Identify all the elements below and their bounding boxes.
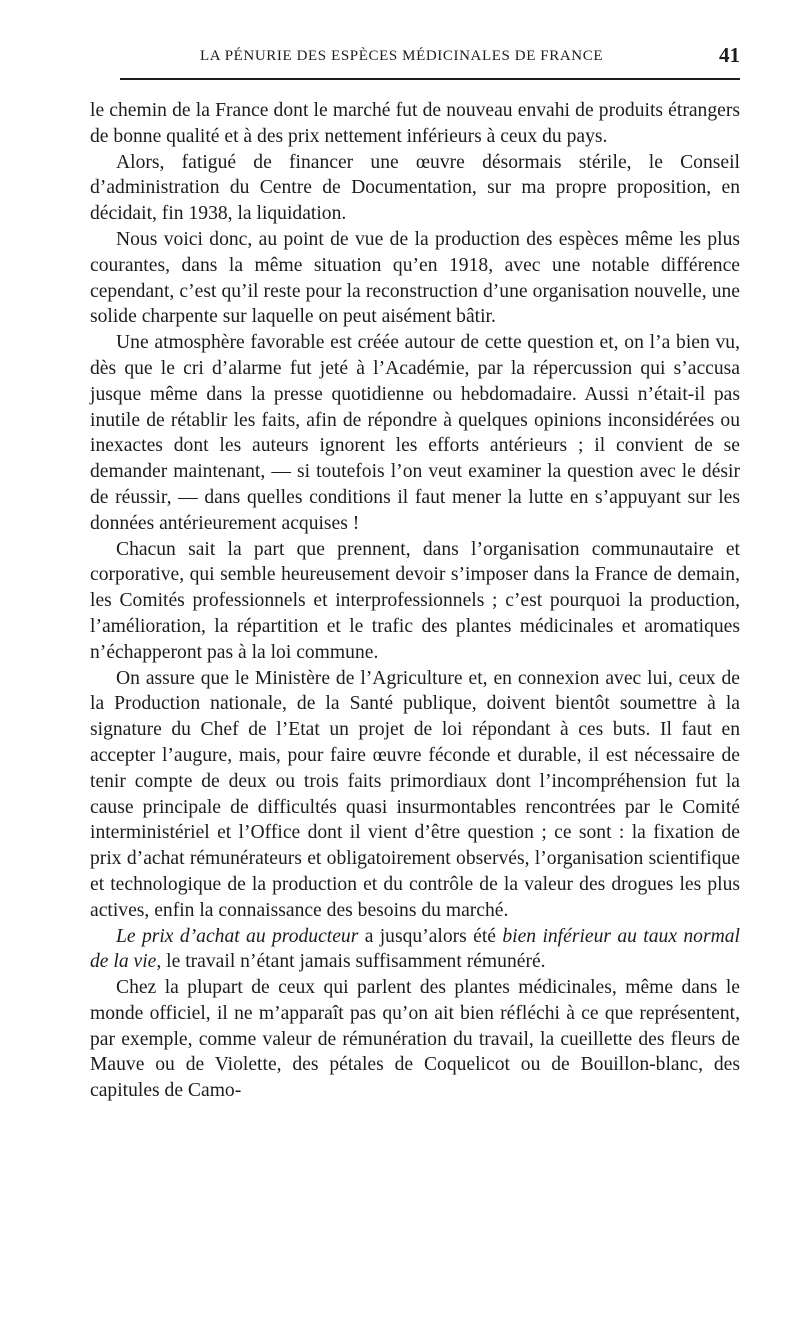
emphasis-taux-normal: bien inférieur au taux normal de la vie: [90, 925, 740, 973]
body-text: [90, 98, 740, 1104]
paragraph-7-text-2: , le travail n’étant jamais suffisamment rémunéré.: [156, 951, 546, 973]
running-head: [120, 43, 740, 73]
paragraph-6: On assure que le Ministère de l’Agriculture et, en connexion avec lui, ceux de la Production nationale, de la Santé publique, doivent bientôt soumettre à la signature du Chef de l’Etat un projet de loi répondant à ces buts. Il faut en accepter l’augure, mais, pour faire œuvre féconde et durable, il est nécessaire de tenir compte de deux ou trois faits primordiaux dont l’incompréhension fut la cause principale de difficultés quasi insurmontables rencontrées par le Comité interministériel et l’Office dont il vient d’être question ; ce sont : la fixation de prix d’achat rémunérateurs et obligatoirement observés, l’organisation scientifique et technologique de la production et du contrôle de la valeur des drogues les plus actives, enfin la connaissance des besoins du marché.: [90, 667, 740, 921]
paragraph-7-text-1: a jusqu’alors été: [358, 925, 503, 947]
page-number: 41: [719, 43, 740, 67]
header-rule: [120, 78, 740, 80]
paragraph-2: Alors, fatigué de financer une œuvre désormais stérile, le Conseil d’administration du Centre de Documentation, sur ma propre proposition, en décidait, fin 1938, la liquidation.: [90, 151, 740, 225]
running-head-title: LA PÉNURIE DES ESPÈCES MÉDICINALES DE FRANCE: [200, 48, 604, 64]
paragraph-3: Nous voici donc, au point de vue de la production des espèces même les plus courantes, dans la même situation qu’en 1918, avec une notable différence cependant, c’est qu’il reste pour la reconstruction d’une organisation nouvelle, une solide charpente sur laquelle on peut aisément bâtir.: [90, 228, 740, 328]
paragraph-4: Une atmosphère favorable est créée autour de cette question et, on l’a bien vu, dès que le cri d’alarme fut jeté à l’Académie, par la répercussion qui s’accusa jusque même dans la presse quotidienne ou hebdomadaire. Aussi n’était-il pas inutile de rétablir les faits, afin de répondre à quelques opinions inconsidérées ou inexactes dont les auteurs ignorent les efforts antérieurs ; il convient de se demander maintenant, — si toutefois l’on veut examiner la question avec le désir de réussir, — dans quelles conditions il faut mener la lutte en s’appuyant sur les données antérieurement acquises !: [90, 332, 740, 534]
paragraph-7: [90, 924, 740, 976]
paragraph-1: le chemin de la France dont le marché fut de nouveau envahi de produits étrangers de bonne qualité et à des prix nettement inférieurs à ceux du pays.: [90, 100, 740, 147]
paragraph-8: Chez la plupart de ceux qui parlent des plantes médicinales, même dans le monde officiel, il ne m’apparaît pas qu’on ait bien réfléchi à ce que représentent, par exemple, comme valeur de rémunération du travail, la cueillette des fleurs de Mauve ou de Violette, des pétales de Coquelicot ou de Bouillon-blanc, des capitules de Camo-: [90, 977, 740, 1102]
paragraph-5: Chacun sait la part que prennent, dans l’organisation communautaire et corporative, qui semble heureusement devoir s’imposer dans la France de demain, les Comités professionnels et interprofessionnels ; c’est pourquoi la production, l’amélioration, la répartition et le trafic des plantes médicinales et aromatiques n’échapperont pas à la loi commune.: [90, 538, 740, 663]
emphasis-prix-achat: Le prix d’achat au producteur: [116, 925, 359, 947]
